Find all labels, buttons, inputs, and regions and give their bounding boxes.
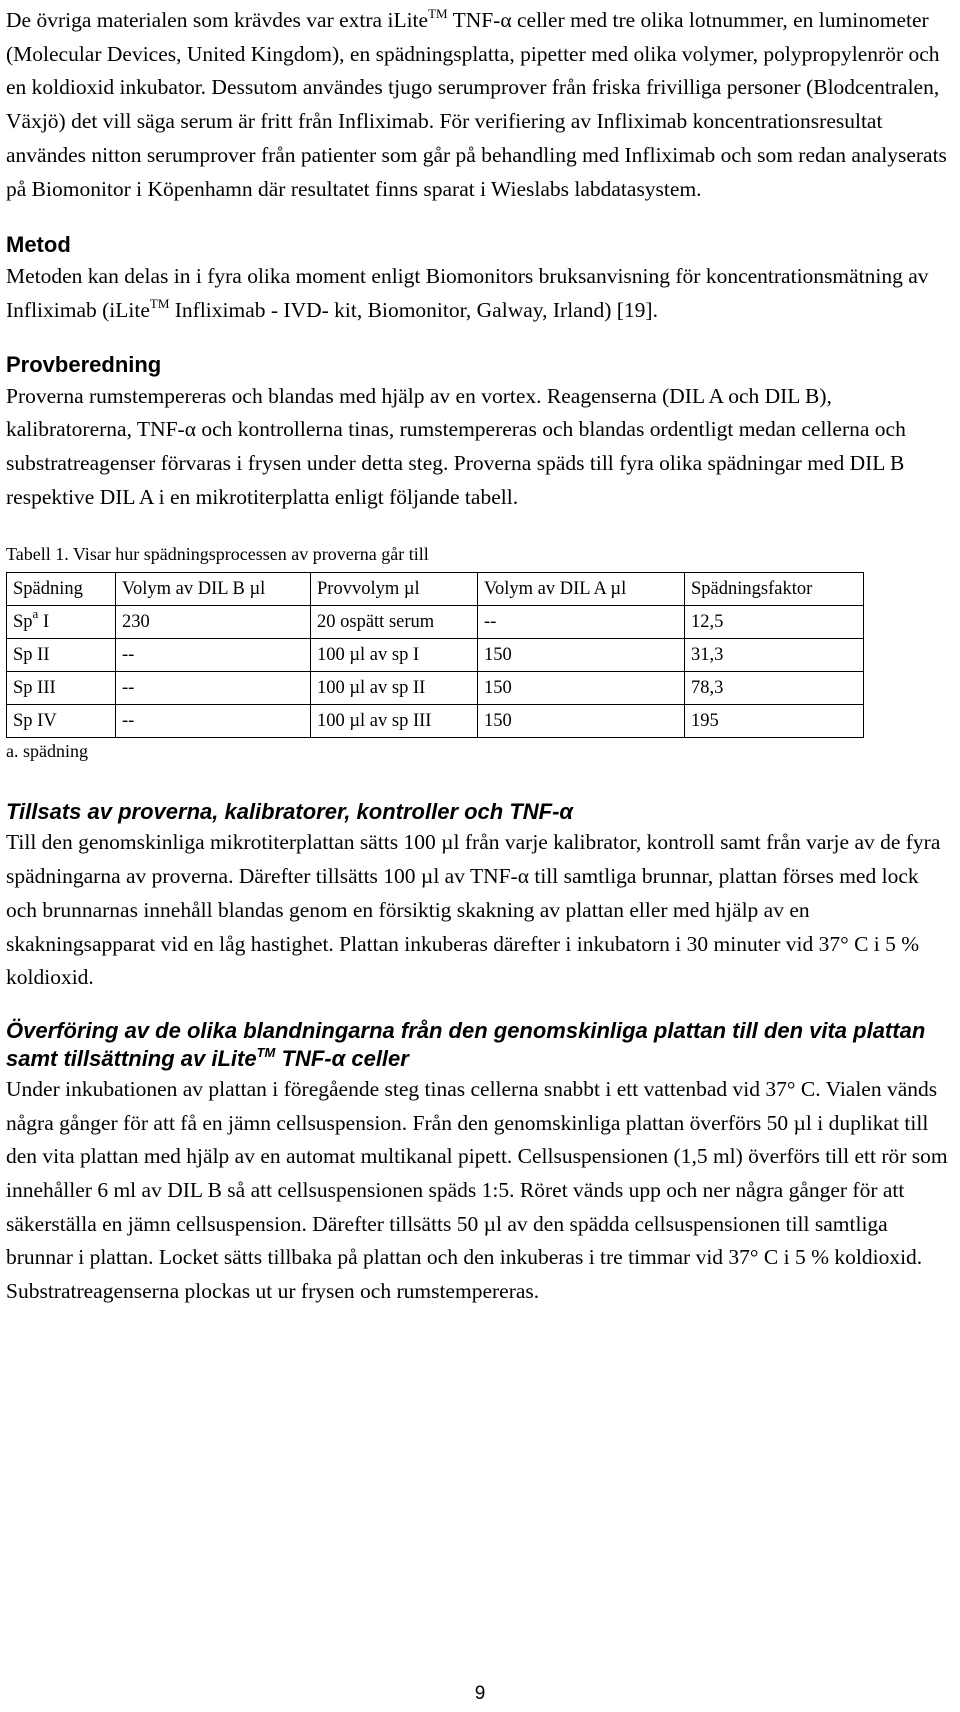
table-cell: 195: [685, 705, 864, 738]
table-cell: 100 µl av sp I: [311, 639, 478, 672]
table-cell: 20 ospätt serum: [311, 606, 478, 639]
overforing-heading: [6, 1017, 954, 1073]
table-cell: 12,5: [685, 606, 864, 639]
table-cell: Sp III: [7, 672, 116, 705]
overforing-heading-a: Överföring av de olika blandningarna från den genomskinliga plattan till den vita plattan samt tillsättning av iLite: [6, 1017, 926, 1071]
page-number: 9: [474, 1683, 486, 1704]
table-caption: Tabell 1. Visar hur spädningsprocessen av proverna går till: [6, 544, 429, 565]
overforing-heading-b: TNF-α celler: [275, 1045, 409, 1071]
provberedning-paragraph: Proverna rumstempereras och blandas med hjälp av en vortex. Reagenserna (DIL A och DIL B), kalibratorerna, TNF-α och kontrollerna tinas, rumstempereras och blandas ordentligt medan cellerna och substratreagenser förvaras i frysen under detta steg. Proverna späds till fyra olika spädningar med DIL B respektive DIL A i en mikrotiterplatta enligt följande tabell.: [6, 383, 906, 509]
intro-paragraph: [6, 4, 954, 206]
trademark-sup: TM: [149, 295, 170, 311]
metod-heading: Metod: [6, 232, 71, 258]
provberedning-heading: Provberedning: [6, 351, 162, 377]
metod-text-b: Infliximab - IVD- kit, Biomonitor, Galway, Irland) [19].: [169, 297, 658, 322]
table-row: [7, 606, 864, 639]
table-cell: 100 µl av sp II: [311, 672, 478, 705]
table-cell: 100 µl av sp III: [311, 705, 478, 738]
document-page: [6, 0, 954, 1309]
table-row: [7, 705, 864, 738]
footnote-marker: a: [32, 605, 39, 621]
table-cell-text: Sp: [13, 611, 33, 632]
metod-text-a: Metoden kan delas in i fyra olika moment enligt Biomonitors bruksanvisning för koncentrationsmätning av Infliximab (iLite: [6, 264, 929, 322]
table-cell: 150: [478, 639, 685, 672]
tillsats-heading: Tillsats av proverna, kalibratorer, kontroller och TNF-α: [6, 799, 574, 825]
table-cell: --: [116, 672, 311, 705]
tillsats-paragraph: Till den genomskinliga mikrotiterplattan sätts 100 µl från varje kalibrator, kontroll samt från varje av de fyra spädningarna av proverna. Därefter tillsätts 100 µl av TNF-α till samtliga brunnar, plattan förses med lock och brunnarnas innehåll blandas genom en försiktig skakning av plattan eller med hjälp av en skakningsapparat vid en låg hastighet. Plattan inkuberas därefter i inkubatorn i 30 minuter vid 37° C i 5 % koldioxid.: [6, 830, 941, 990]
table-cell: 31,3: [685, 639, 864, 672]
table-header-cell: Volym av DIL B µl: [116, 573, 311, 606]
table-cell: [7, 606, 116, 639]
table-footnote: a. spädning: [6, 741, 88, 762]
metod-paragraph: [6, 260, 954, 327]
intro-text-a: De övriga materialen som krävdes var extra iLite: [6, 8, 429, 32]
table-cell: Sp II: [7, 639, 116, 672]
dilution-table: [6, 572, 864, 738]
table-header-cell: Provvolym µl: [311, 573, 478, 606]
table-header-row: [7, 573, 864, 606]
table-cell: --: [116, 705, 311, 738]
table-row: [7, 639, 864, 672]
table-header-cell: Spädningsfaktor: [685, 573, 864, 606]
trademark-sup: TM: [428, 6, 448, 21]
table-cell: 150: [478, 672, 685, 705]
overforing-paragraph: Under inkubationen av plattan i föregående steg tinas cellerna snabbt i ett vattenbad vid 37° C. Vialen vänds några gånger för att få en jämn cellsuspension. Från den genomskinliga plattan överförs 50 µl i duplikat till den vita plattan med hjälp av en automat multikanal pipett. Cellsuspensionen (1,5 ml) överförs till ett rör som innehåller 6 ml av DIL B så att cellsuspensionen späds 1:5. Röret vänds upp och ner några gånger för att säkerställa en jämn cellsuspension. Därefter tillsätts 50 µl av den spädda cellsuspensionen till samtliga brunnar i plattan. Locket sätts tillbaka på plattan och den inkuberas i tre timmar vid 37° C i 5 % koldioxid. Substratreagenserna plockas ut ur frysen och rumstempereras.: [6, 1076, 948, 1304]
table-cell: 230: [116, 606, 311, 639]
table-cell: 78,3: [685, 672, 864, 705]
table-row: [7, 672, 864, 705]
table-header-cell: Spädning: [7, 573, 116, 606]
intro-text-b: TNF-α celler med tre olika lotnummer, en luminometer (Molecular Devices, United Kingdom), en spädningsplatta, pipetter med olika volymer, polypropylenrör och en koldioxid inkubator. Dessutom användes tjugo serumprover från friska frivilliga personer (Blodcentralen, Växjö) det vill säga serum är fritt från Infliximab. För verifiering av Infliximab koncentrationsresultat användes nitton serumprover från patienter som går på behandling med Infliximab och som redan analyserats på Biomonitor i Köpenhamn där resultatet finns sparat i Wieslabs labdatasystem.: [6, 8, 947, 201]
table-cell: 150: [478, 705, 685, 738]
trademark-sup: TM: [256, 1044, 276, 1060]
table-cell: Sp IV: [7, 705, 116, 738]
table-cell: --: [116, 639, 311, 672]
table-header-cell: Volym av DIL A µl: [478, 573, 685, 606]
table-cell-text: I: [38, 611, 50, 632]
table-cell: --: [478, 606, 685, 639]
